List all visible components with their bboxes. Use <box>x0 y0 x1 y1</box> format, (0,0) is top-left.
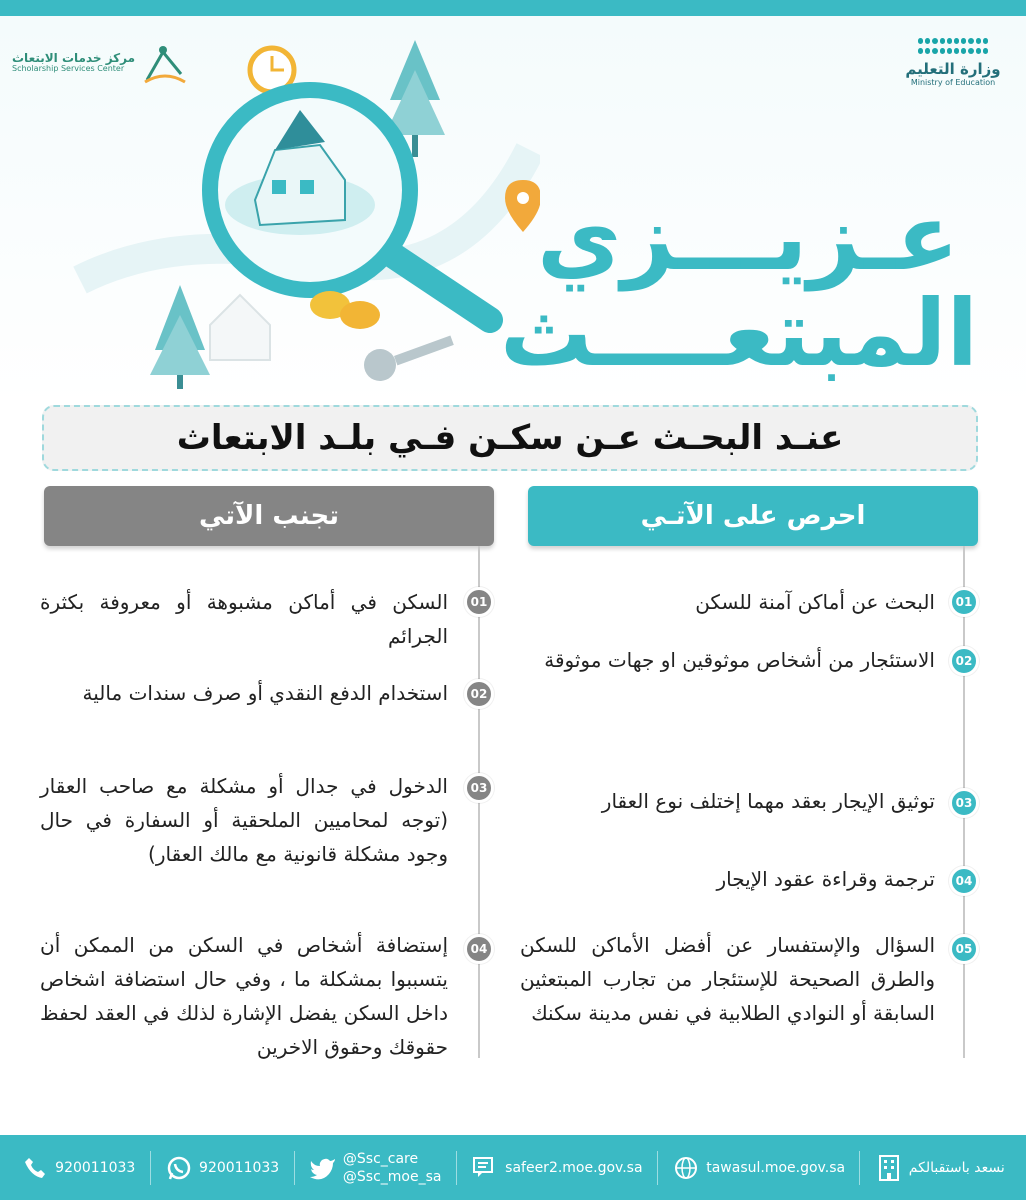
footer-tawasul-link: tawasul.moe.gov.sa <box>706 1159 846 1176</box>
ssc-logo-arabic: مركز خدمات الابتعاث <box>12 51 136 65</box>
do-item: الاستئجار من أشخاص موثوقين او جهات موثوقة <box>544 648 935 672</box>
avoid-item-number: 03 <box>464 773 494 803</box>
footer-welcome <box>875 1154 1005 1182</box>
do-item: البحث عن أماكن آمنة للسكن <box>695 590 935 614</box>
tree-icon <box>150 285 210 389</box>
footer-twitter-handle-1: @Ssc_care <box>342 1150 419 1167</box>
avoid-column-header <box>44 486 494 546</box>
avoid-item-number: 01 <box>464 587 494 617</box>
footer-whatsapp-number: 920011033 <box>199 1159 280 1176</box>
footer-phone[interactable] <box>21 1154 135 1182</box>
footer-divider <box>657 1151 658 1185</box>
footer-welcome-text: نسعد باستقبالكم <box>908 1159 1005 1176</box>
hero-title-line1: عـزيـــزي <box>537 184 959 291</box>
headline-box <box>42 405 978 471</box>
top-accent-bar <box>0 0 1026 16</box>
house-search-illustration <box>60 30 540 390</box>
footer-phone-number: 920011033 <box>55 1159 136 1176</box>
whatsapp-icon <box>165 1154 193 1182</box>
footer-tawasul[interactable] <box>672 1154 845 1182</box>
moe-emblem-icon <box>918 38 988 56</box>
avoid-column-title: تجنب الآتي <box>198 501 340 531</box>
footer-twitter[interactable] <box>309 1150 442 1186</box>
footer-twitter-handle-2: @Ssc_moe_sa <box>342 1168 442 1185</box>
phone-icon <box>21 1154 49 1182</box>
moe-logo-english: Ministry of Education <box>910 78 996 87</box>
building-icon <box>875 1154 903 1182</box>
hero-title-line2: المبتعــــث <box>500 280 978 387</box>
do-item-number: 01 <box>949 587 979 617</box>
do-item-number: 05 <box>949 934 979 964</box>
do-item: ترجمة وقراءة عقود الإيجار <box>716 867 935 891</box>
coins-icon <box>310 291 380 329</box>
do-item-number: 03 <box>949 788 979 818</box>
ssc-logo-english: Scholarship Services Center <box>12 64 125 74</box>
globe-icon <box>672 1154 700 1182</box>
moe-logo <box>898 38 1008 98</box>
twitter-icon <box>309 1154 337 1182</box>
footer-divider <box>150 1151 151 1185</box>
do-column-header <box>528 486 978 546</box>
headline-text: عنـد البحـث عـن سكـن فـي بلـد الابتعاث <box>176 418 844 458</box>
do-column-title: احرص على الآتـي <box>640 501 866 531</box>
footer-safeer-link: safeer2.moe.gov.sa <box>505 1159 643 1176</box>
avoid-item: السكن في أماكن مشبوهة أو معروفة بكثرة الجرائم <box>40 590 448 648</box>
chat-icon <box>471 1154 499 1182</box>
avoid-item-number: 02 <box>464 679 494 709</box>
avoid-item: الدخول في جدال أو مشكلة مع صاحب العقار (توجه لمحاميين الملحقية أو السفارة في حال وجود مشكلة قانونية مع مالك العقار) <box>40 774 448 866</box>
footer-whatsapp[interactable] <box>165 1154 279 1182</box>
footer-divider <box>456 1151 457 1185</box>
avoid-item: إستضافة أشخاص في السكن من الممكن أن يتسببوا بمشكلة ما ، وفي حال استضافة اشخاص داخل السكن يفضل الإشارة لذلك في العقد لحفظ حقوقك وحقوق الاخرين <box>40 933 448 1059</box>
contact-footer <box>0 1135 1026 1200</box>
do-item-number: 02 <box>949 646 979 676</box>
avoid-item: استخدام الدفع النقدي أو صرف سندات مالية <box>82 681 448 705</box>
do-item: توثيق الإيجار بعقد مهما إختلف نوع العقار <box>601 789 935 813</box>
do-item-number: 04 <box>949 866 979 896</box>
key-icon <box>364 335 454 381</box>
small-house-icon <box>210 295 270 360</box>
footer-divider <box>294 1151 295 1185</box>
footer-safeer[interactable] <box>471 1154 642 1182</box>
avoid-item-number: 04 <box>464 934 494 964</box>
moe-logo-arabic: وزارة التعليم <box>905 60 1001 78</box>
hero-title <box>500 184 978 387</box>
magnifier-icon <box>210 90 490 320</box>
footer-divider <box>859 1151 860 1185</box>
do-item: السؤال والإستفسار عن أفضل الأماكن للسكن والطرق الصحيحة للإستئجار من تجارب المبتعثين السابقة أو النوادي الطلابية في نفس مدينة سكنك <box>520 933 935 1025</box>
